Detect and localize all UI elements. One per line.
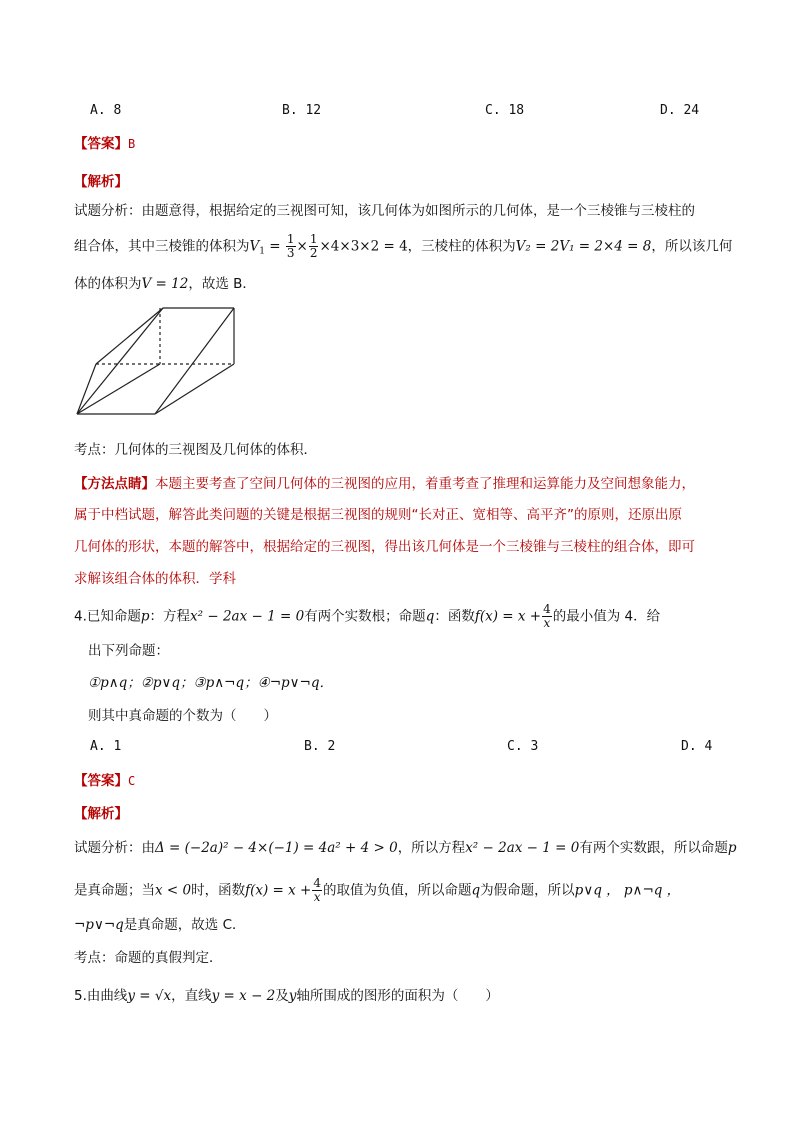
q3-analysis-line1: 试题分析：由题意得，根据给定的三视图可知，该几何体为如图所示的几何体，是一个三棱锥与三棱柱的 — [74, 203, 695, 219]
q3-analysis-line2: 组合体，其中三棱锥的体积为$V_1$ = $\frac{1}{3}$ × $\frac{1}{2}$ ×4×3×2 = 4，三棱柱的体积为V₂ = 2V₁ = 2×4 = 8，所以该几何 — [74, 232, 733, 260]
q4-propositions: ①p∧q；②p∨q；③p∧¬q；④¬p∨¬q． — [88, 675, 334, 691]
q4-analysis-line3: ¬p∨¬q是真命题，故选 C． — [74, 917, 246, 933]
q4-option-c: C. 3 — [507, 739, 539, 754]
fraction: $\frac{1}{3}$ — [286, 232, 295, 260]
solid-geometry-figure — [70, 300, 245, 422]
q4-analysis-line2: 是真命题；当x < 0时，函数f(x) = x + $\frac{4}{x}$ 的取值为负值，所以命题q为假命题，所以p∨q ， p∧¬q ， — [74, 876, 681, 904]
q3-method-line2: 属于中档试题，解答此类问题的关键是根据三视图的规则“长对正、宽相等、高平齐”的原则，还原出原 — [74, 507, 682, 523]
q4-stem-line2: 出下列命题： — [88, 643, 169, 659]
q3-option-a: A. 8 — [90, 103, 122, 118]
answer-label: 【答案】 — [74, 136, 128, 152]
q4-analysis-label: 【解析】 — [74, 806, 128, 822]
q3-method-line4: 求解该组合体的体积．学科 — [74, 571, 236, 587]
q3-method-line3: 几何体的形状，本题的解答中，根据给定的三视图，得出该几何体是一个三棱锥与三棱柱的组合体，即可 — [74, 539, 695, 555]
q3-answer — [74, 132, 135, 152]
q4-answer: 【答案】C — [74, 773, 136, 789]
q4-kaodian: 考点：命题的真假判定． — [74, 950, 223, 966]
q4-option-b: B. 2 — [304, 739, 336, 754]
q5-stem: 5.由曲线y = √x，直线y = x − 2及y轴所围成的图形的面积为（ ） — [74, 988, 499, 1004]
q3-kaodian: 考点：几何体的三视图及几何体的体积． — [74, 442, 317, 458]
q3-analysis-line3: 体的体积为V = 12，故选 B． — [74, 276, 256, 292]
q3-option-d: D. 24 — [660, 103, 700, 118]
q3-analysis-label: 【解析】 — [74, 174, 128, 190]
q3-option-c: C. 18 — [485, 103, 525, 118]
q4-option-a: A. 1 — [90, 739, 122, 754]
answer-value: B — [128, 137, 136, 151]
q3-option-b: B. 12 — [282, 103, 322, 118]
fraction: $\frac{4}{x}$ — [313, 876, 322, 904]
q3-method-line1: 【方法点睛】本题主要考查了空间几何体的三视图的应用，着重考查了推理和运算能力及空间想象能力， — [74, 476, 695, 492]
q4-option-d: D. 4 — [681, 739, 713, 754]
q4-stem-line4: 则其中真命题的个数为（ ） — [88, 708, 277, 724]
fraction: $\frac{1}{2}$ — [309, 232, 318, 260]
q4-stem-line1: 4.已知命题p：方程x² − 2ax − 1 = 0有两个实数根；命题q：函数f(x) = x + $\frac{4}{x}$ 的最小值为 4．给 — [74, 602, 661, 630]
q4-analysis-line1: 试题分析：由Δ = (−2a)² − 4×(−1) = 4a² + 4 > 0，所以方程x² − 2ax − 1 = 0有两个实数跟，所以命题p — [74, 840, 737, 856]
method-label: 【方法点睛】 — [74, 476, 155, 492]
fraction: $\frac{4}{x}$ — [543, 602, 551, 630]
